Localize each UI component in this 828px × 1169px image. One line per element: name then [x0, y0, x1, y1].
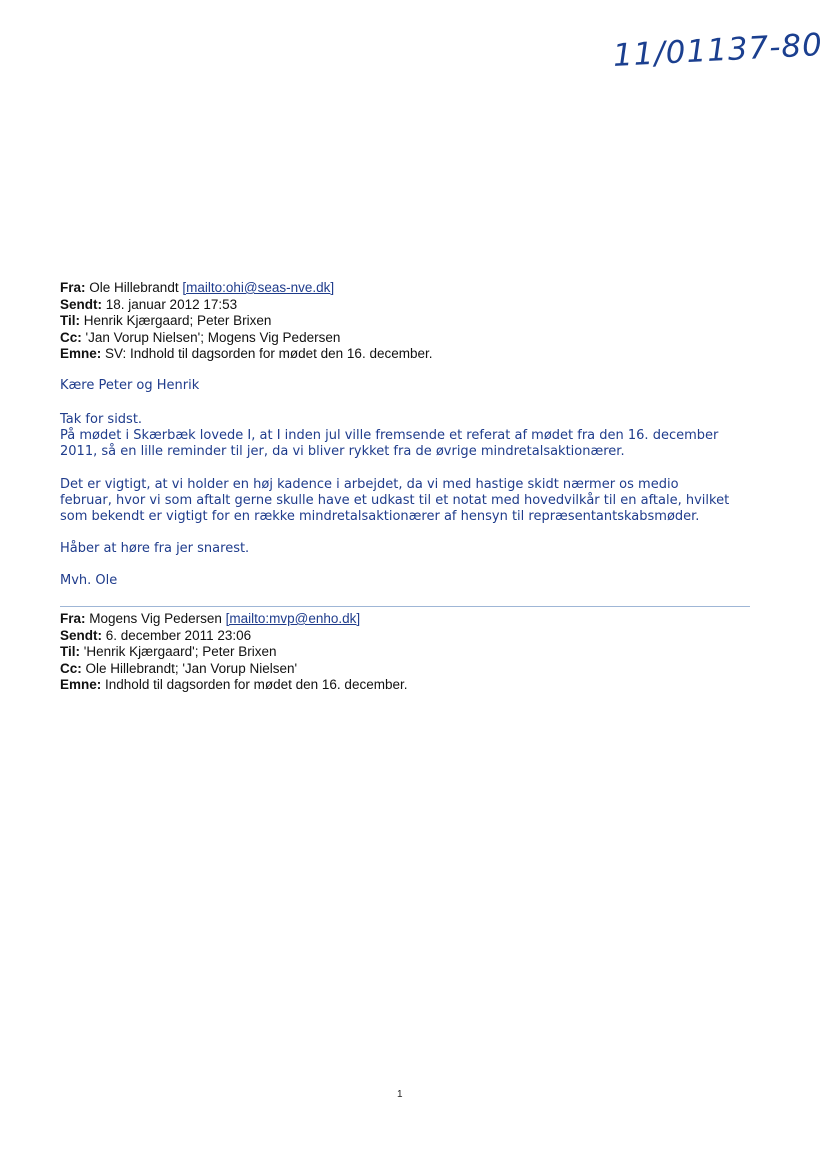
email-original-header [60, 611, 760, 694]
subject-label: Emne: [60, 346, 102, 361]
from-line [60, 611, 760, 628]
paragraph-line: som bekendt er vigtigt for en række mindretalsaktionærer af hensyn til repræsentantskabsmøder. [60, 509, 700, 524]
to-label: Til: [60, 313, 80, 328]
cc-value: Ole Hillebrandt; 'Jan Vorup Nielsen' [85, 660, 298, 676]
paragraph-line: Det er vigtigt, at vi holder en høj kadence i arbejdet, da vi med hastige skidt nærmer os medio [60, 477, 679, 492]
email-reply-header [60, 280, 760, 363]
from-mailto-link[interactable]: [mailto:ohi@seas-nve.dk] [182, 280, 335, 295]
subject-value: SV: Indhold til dagsorden for mødet den 16. december. [105, 346, 433, 361]
cc-line [60, 330, 760, 347]
subject-label: Emne: [60, 677, 102, 692]
to-value: Henrik Kjærgaard; Peter Brixen [83, 313, 272, 328]
sent-line [60, 297, 760, 314]
paragraph-line: Tak for sidst. [60, 412, 143, 427]
from-mailto-link[interactable]: [mailto:mvp@enho.dk] [225, 611, 361, 626]
email-greeting: Kære Peter og Henrik [60, 378, 200, 393]
paragraph-line: På mødet i Skærbæk lovede I, at I inden jul ville fremsende et referat af mødet fra den 16. december [60, 428, 719, 443]
paragraph-line: februar, hvor vi som aftalt gerne skulle have et udkast til et notat med hovedvilkår til en aftale, hvilket [60, 493, 730, 508]
subject-line [60, 346, 760, 363]
subject-line [60, 677, 760, 694]
email-signoff: Mvh. Ole [60, 573, 118, 588]
email-paragraph-2 [60, 477, 760, 525]
to-value: 'Henrik Kjærgaard'; Peter Brixen [83, 644, 277, 659]
paragraph-line: 2011, så en lille reminder til jer, da vi bliver rykket fra de øvrige mindretalsaktionærer. [60, 444, 625, 459]
sent-label: Sendt: [60, 296, 102, 312]
sent-line [60, 628, 760, 645]
email-paragraph-1 [60, 412, 760, 460]
email-paragraph-3: Håber at høre fra jer snarest. [60, 541, 250, 556]
email-divider [60, 606, 750, 607]
cc-label: Cc: [60, 660, 82, 676]
from-name: Ole Hillebrandt [89, 280, 179, 295]
subject-value: Indhold til dagsorden for mødet den 16. december. [105, 677, 408, 692]
to-line [60, 644, 760, 661]
sent-value: 6. december 2011 23:06 [105, 627, 252, 643]
from-line [60, 280, 760, 297]
handwritten-case-number: 11/01137-80 [612, 27, 824, 74]
cc-line [60, 661, 760, 678]
cc-value: 'Jan Vorup Nielsen'; Mogens Vig Pedersen [85, 329, 341, 345]
from-label: Fra: [60, 611, 86, 626]
sent-value: 18. januar 2012 17:53 [105, 296, 238, 312]
to-label: Til: [60, 644, 80, 659]
to-line [60, 313, 760, 330]
from-name: Mogens Vig Pedersen [89, 611, 222, 626]
from-label: Fra: [60, 280, 86, 295]
cc-label: Cc: [60, 329, 82, 345]
sent-label: Sendt: [60, 627, 102, 643]
page-number: 1 [397, 1089, 403, 1100]
